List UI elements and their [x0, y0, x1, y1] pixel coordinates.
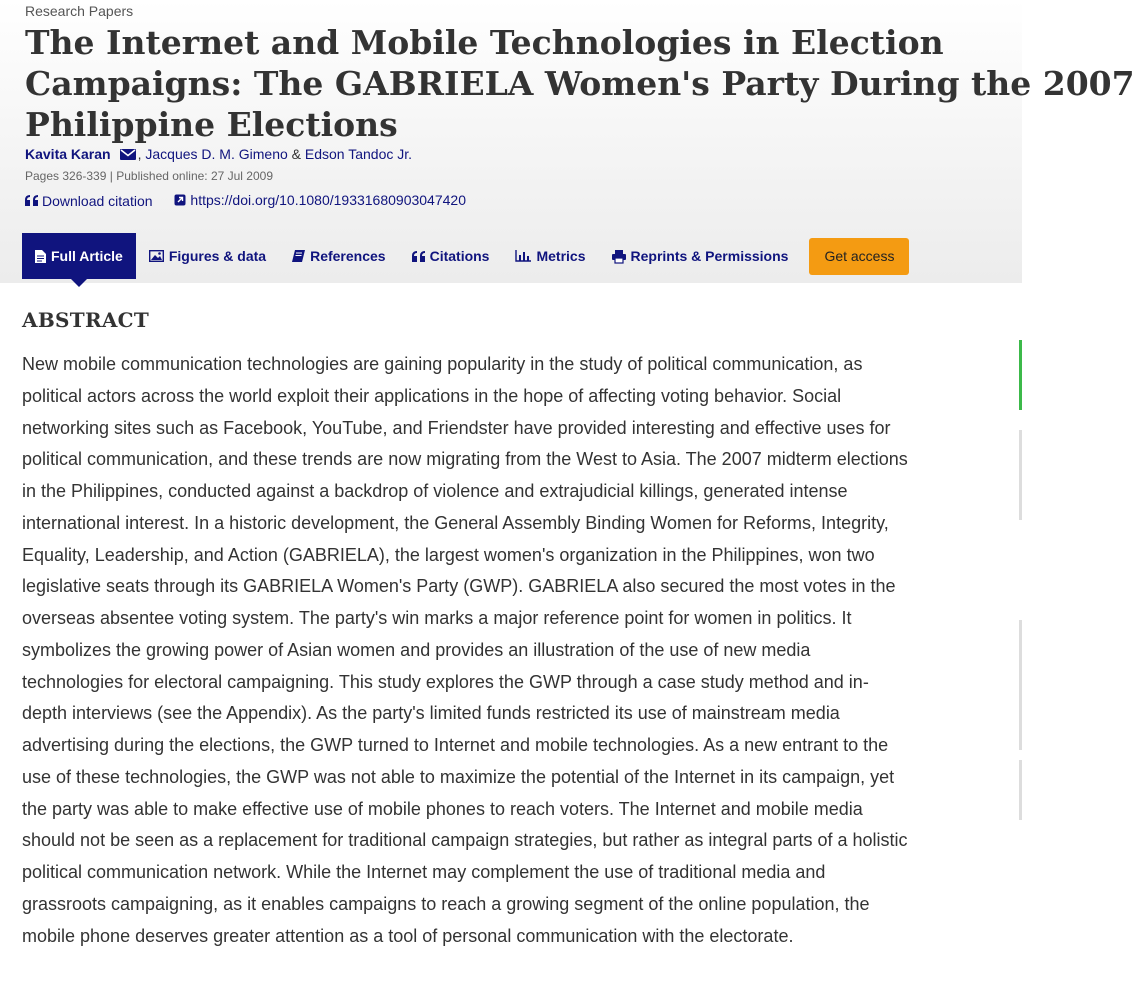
publication-info	[25, 169, 273, 183]
scroll-track-segment	[1019, 760, 1022, 820]
published-date: Published online: 27 Jul 2009	[116, 169, 274, 183]
get-access-button[interactable]: Get access	[809, 238, 909, 275]
tab-metrics[interactable]	[502, 233, 598, 279]
author-ampersand: &	[291, 146, 301, 162]
printer-icon	[612, 250, 626, 263]
document-icon	[35, 250, 46, 263]
section-label: Research Papers	[25, 3, 134, 19]
author-link-gimeno[interactable]: Jacques D. M. Gimeno	[145, 146, 288, 162]
external-link-icon	[174, 194, 186, 206]
scroll-track-segment	[1019, 430, 1022, 520]
title-line-3: Philippine Elections	[25, 105, 398, 144]
author-list	[25, 146, 412, 162]
article-links	[25, 192, 466, 209]
tab-references[interactable]	[279, 233, 399, 279]
tab-metrics-label: Metrics	[536, 248, 586, 264]
image-icon	[149, 250, 164, 262]
author-link-karan[interactable]: Kavita Karan	[25, 146, 111, 162]
tab-references-label: References	[310, 248, 386, 264]
article-header	[0, 0, 1135, 283]
doi-link[interactable]	[174, 192, 466, 208]
info-separator: |	[109, 169, 113, 183]
download-citation-label: Download citation	[42, 192, 153, 209]
tab-full-article[interactable]	[22, 233, 136, 279]
book-icon	[292, 250, 305, 262]
tab-figures-data-label: Figures & data	[168, 248, 267, 264]
article-title	[25, 22, 1135, 145]
tab-reprints-permissions[interactable]	[599, 233, 802, 279]
doi-url: https://doi.org/10.1080/19331680903047420	[190, 192, 466, 208]
tab-citations-label: Citations	[429, 248, 490, 264]
abstract-heading: ABSTRACT	[22, 308, 150, 332]
article-tabs	[22, 233, 909, 279]
tab-reprints-permissions-label: Reprints & Permissions	[630, 248, 789, 264]
tab-figures-data[interactable]	[136, 233, 279, 279]
quote-icon	[412, 251, 425, 262]
scroll-track-segment	[1019, 620, 1022, 750]
author-link-tandoc[interactable]: Edson Tandoc Jr.	[304, 146, 413, 162]
title-line-2: Campaigns: The GABRIELA Women's Party During the 2007	[25, 64, 1135, 103]
tab-citations[interactable]	[399, 233, 503, 279]
quote-icon	[25, 195, 38, 206]
title-line-1: The Internet and Mobile Technologies in Election	[25, 23, 944, 62]
author-comma: ,	[137, 146, 142, 162]
abstract-text: New mobile communication technologies are gaining popularity in the study of political communication, as political actors across the world exploit their applications in the hope of affecting voting behavior. Social networking sites such as Facebook, YouTube, and Friendster have provided interesting and effective uses for political communication, and these trends are now migrating from the West to Asia. The 2007 midterm elections in the Philippines, conducted against a backdrop of violence and extrajudicial killings, generated intense international interest. In a historic development, the General Assembly Binding Women for Reforms, Integrity, Equality, Leadership, and Action (GABRIELA), the largest women's organization in the Philippines, won two legislative seats through its GABRIELA Women's Party (GWP). GABRIELA also secured the most votes in the overseas absentee voting system. The party's win marks a major reference point for women in politics. It symbolizes the growing power of Asian women and provides an illustration of the use of new media technologies for electoral campaigning. This study explores the GWP through a case study method and in-depth interviews (see the Appendix). As the party's limited funds restricted its use of mainstream media advertising during the elections, the GWP turned to Internet and mobile technologies. As a new entrant to the use of these technologies, the GWP was not able to maximize the potential of the Internet in its campaign, yet the party was able to make effective use of mobile phones to reach voters. The Internet and mobile media should not be seen as a replacement for traditional campaign strategies, but rather as integral parts of a holistic political communication network. While the Internet may complement the use of traditional media and grassroots campaigning, as it enables campaigns to reach a growing segment of the online population, the mobile phone deserves greater attention as a tool of personal communication with the electorate.	[22, 354, 908, 946]
tab-full-article-label: Full Article	[51, 248, 123, 264]
scroll-indicator	[1019, 340, 1022, 410]
download-citation-link[interactable]	[25, 193, 153, 209]
envelope-icon[interactable]	[120, 147, 136, 158]
page-range: Pages 326-339	[25, 169, 107, 183]
bar-chart-icon	[515, 250, 531, 262]
